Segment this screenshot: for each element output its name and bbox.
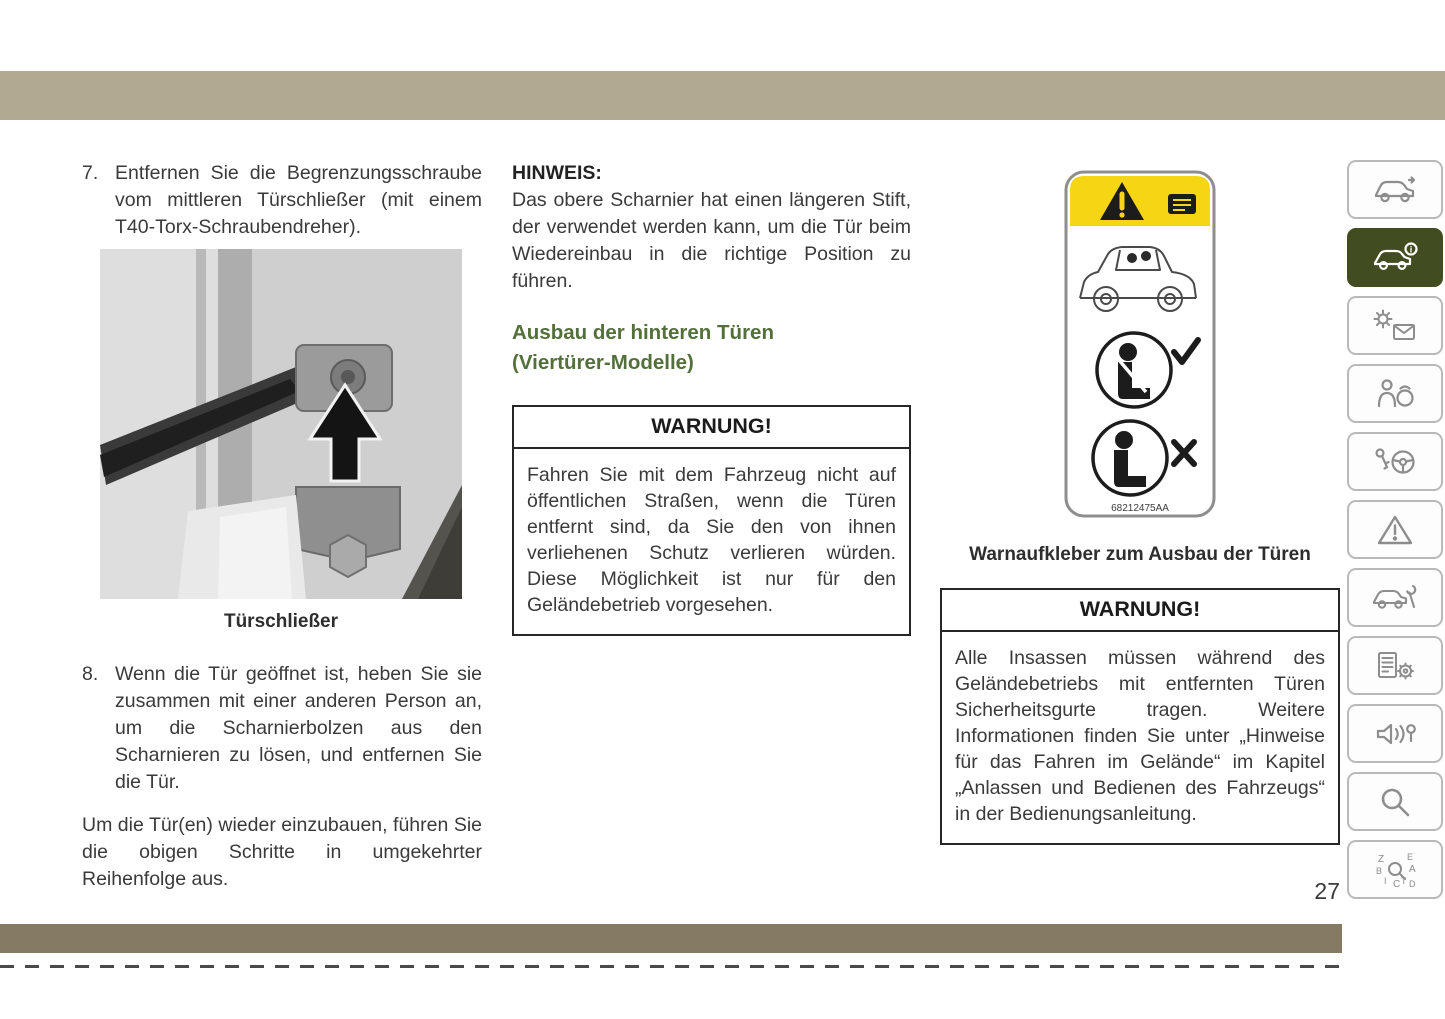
note-label: HINWEIS: bbox=[512, 162, 602, 184]
warning-title: WARNUNG! bbox=[942, 590, 1338, 632]
magnifier-icon bbox=[1372, 785, 1418, 819]
note-text: Das obere Scharnier hat einen längeren Stift, der verwendet werden kann, um die Tür beim Wiedereinbau in die richtige Position zu führen. bbox=[512, 189, 911, 292]
document-gear-icon bbox=[1372, 649, 1418, 683]
svg-text:C: C bbox=[1393, 878, 1401, 890]
svg-text:Z: Z bbox=[1378, 853, 1385, 865]
door-check-photo bbox=[100, 249, 462, 599]
letters-magnifier-icon bbox=[1372, 850, 1418, 890]
sun-envelope-icon bbox=[1372, 309, 1418, 343]
svg-text:E: E bbox=[1407, 851, 1414, 862]
sidebar-tab-starting-operating[interactable] bbox=[1347, 432, 1443, 491]
step-8-text: Wenn die Tür geöffnet ist, heben Sie sie zusammen mit einer anderen Person an, um die Scharnierbolzen aus den Scharnieren zu lösen, und entfernen Sie die Tür. bbox=[115, 663, 482, 793]
sidebar-tab-index[interactable] bbox=[1347, 772, 1443, 831]
top-band bbox=[0, 71, 1445, 120]
door-removal-warning-sticker bbox=[1064, 170, 1216, 518]
middle-column bbox=[512, 160, 911, 636]
warning-title: WARNUNG! bbox=[514, 407, 909, 449]
warning-text: Alle Insassen müssen während des Geländebetriebs mit entfernten Türen Sicherheitsgurte tragen. Weitere Informationen finden Sie unter „Hinweise für das Fahren im Gelände“ im Kapitel „Anlassen und Bedienen des Fahrzeugs“ in der Bedienungsanleitung. bbox=[955, 647, 1325, 825]
svg-text:D: D bbox=[1409, 878, 1416, 889]
dashed-cut-line bbox=[0, 965, 1342, 968]
car-wrench-icon bbox=[1372, 581, 1418, 615]
warning-box-seatbelts bbox=[940, 588, 1340, 845]
svg-text:A: A bbox=[1409, 863, 1416, 875]
page-number: 27 bbox=[1314, 878, 1340, 904]
section-heading-line2: (Viertürer-Modelle) bbox=[512, 351, 694, 374]
step-7 bbox=[82, 160, 482, 241]
left-column bbox=[82, 160, 482, 893]
sidebar-tab-maintenance[interactable] bbox=[1347, 568, 1443, 627]
warning-text: Fahren Sie mit dem Fahrzeug nicht auf öffentlichen Straßen, wenn die Türen entfernt sind, da Sie den von ihnen verliehenen Schutz verlieren würden. Diese Möglichkeit ist nur für den Geländebetrieb vorgesehen. bbox=[527, 464, 896, 616]
warning-box-road-use bbox=[512, 405, 911, 636]
warning-triangle-icon bbox=[1372, 513, 1418, 547]
sidebar-tab-vehicle-info[interactable] bbox=[1347, 228, 1443, 287]
svg-text:i: i bbox=[1409, 244, 1413, 254]
step-8 bbox=[82, 661, 482, 796]
sidebar-tab-multimedia[interactable] bbox=[1347, 704, 1443, 763]
reinstall-note: Um die Tür(en) wieder einzubauen, führen Sie die obigen Schritte in umgekehrter Reihenfolge aus. bbox=[82, 814, 482, 890]
speaker-waves-icon bbox=[1372, 717, 1418, 751]
svg-text:B: B bbox=[1376, 865, 1383, 876]
sidebar-tab-alphabetical-index[interactable] bbox=[1347, 840, 1443, 899]
occupant-airbag-icon bbox=[1372, 377, 1418, 411]
step-7-number: 7. bbox=[82, 162, 99, 184]
sticker-caption: Warnaufkleber zum Ausbau der Türen bbox=[969, 544, 1311, 565]
door-check-figure bbox=[100, 249, 462, 635]
sidebar-tab-emergencies[interactable] bbox=[1347, 500, 1443, 559]
section-heading bbox=[512, 318, 911, 378]
step-8-number: 8. bbox=[82, 663, 99, 685]
svg-text:I: I bbox=[1384, 875, 1387, 886]
sidebar-tab-safety[interactable] bbox=[1347, 364, 1443, 423]
chapter-tab-sidebar bbox=[1347, 160, 1443, 899]
right-column bbox=[940, 160, 1340, 845]
bottom-band bbox=[0, 924, 1342, 953]
step-7-text: Entfernen Sie die Begrenzungsschraube vom mittleren Türschließer (mit einem T40-Torx-Schraubendreher). bbox=[115, 162, 482, 238]
key-steering-icon bbox=[1372, 445, 1418, 479]
sticker-part-number: 68212475AA bbox=[1111, 503, 1169, 514]
section-heading-line1: Ausbau der hinteren Türen bbox=[512, 321, 774, 344]
car-silhouette-icon bbox=[1372, 174, 1418, 206]
svg-text:T: T bbox=[1401, 875, 1407, 886]
photo-caption: Türschließer bbox=[223, 611, 339, 632]
sidebar-tab-introduction[interactable] bbox=[1347, 160, 1443, 219]
warning-sticker-figure bbox=[1064, 170, 1216, 526]
sidebar-tab-technical-data[interactable] bbox=[1347, 636, 1443, 695]
car-info-icon bbox=[1372, 241, 1418, 275]
manual-book-icon bbox=[1168, 194, 1196, 214]
sidebar-tab-instrument-panel[interactable] bbox=[1347, 296, 1443, 355]
